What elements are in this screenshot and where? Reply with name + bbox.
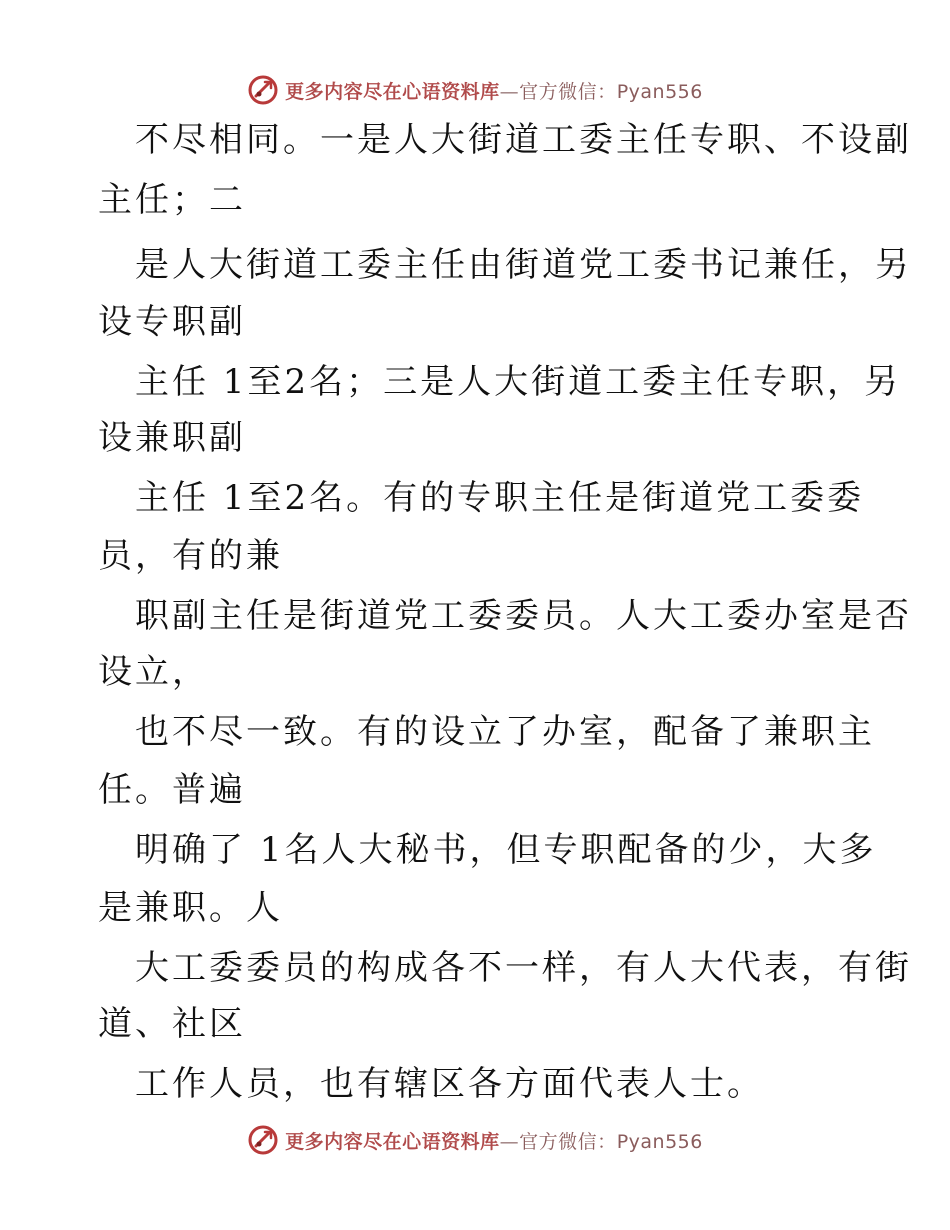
watermark-dash: —: [499, 1130, 520, 1153]
paragraph-line: 工作人员，也有辖区各方面代表人士。: [135, 1064, 764, 1104]
paragraph-line: 主任 1至2名。有的专职主任是街道党工委委: [135, 478, 865, 518]
watermark-text: [285, 77, 703, 104]
paragraph-line: 主任 1至2名；三是人大街道工委主任专职，另: [135, 362, 902, 402]
paragraph-line: 设立，: [98, 652, 209, 692]
watermark-wechat-label: 官方微信：: [519, 1130, 617, 1153]
paragraph-line: 是兼职。人: [98, 888, 283, 928]
paragraph-line: 主任；二: [98, 180, 246, 220]
paragraph-line: 明确了 1名人大秘书，但专职配备的少，大多: [135, 830, 877, 870]
paragraph-line: 也不尽一致。有的设立了办室，配备了兼职主: [135, 712, 875, 752]
paragraph-line: 大工委委员的构成各不一样，有人大代表，有街: [135, 948, 912, 988]
header-watermark: [0, 70, 950, 110]
watermark-text: [285, 1127, 703, 1154]
watermark-dash: —: [499, 80, 520, 103]
paragraph-line: 职副主任是街道党工委委员。人大工委办室是否: [135, 596, 912, 636]
watermark-wechat-id: Pyan556: [616, 80, 703, 103]
paragraph-line: 任。普遍: [98, 770, 246, 810]
paragraph-line: 员，有的兼: [98, 536, 283, 576]
watermark-wechat-id: Pyan556: [616, 1130, 703, 1153]
watermark-main: 更多内容尽在心语资料库: [285, 80, 500, 103]
watermark-wechat-label: 官方微信：: [519, 80, 617, 103]
paragraph-line: 设专职副: [98, 302, 246, 342]
footer-watermark: [0, 1120, 950, 1160]
paragraph-line: 道、社区: [98, 1004, 246, 1044]
brand-logo-icon: [247, 1124, 279, 1156]
paragraph-line: 设兼职副: [98, 418, 246, 458]
brand-logo-icon: [247, 74, 279, 106]
paragraph-line: 不尽相同。一是人大街道工委主任专职、不设副: [135, 120, 912, 160]
watermark-main: 更多内容尽在心语资料库: [285, 1130, 500, 1153]
paragraph-line: 是人大街道工委主任由街道党工委书记兼任，另: [135, 245, 912, 285]
